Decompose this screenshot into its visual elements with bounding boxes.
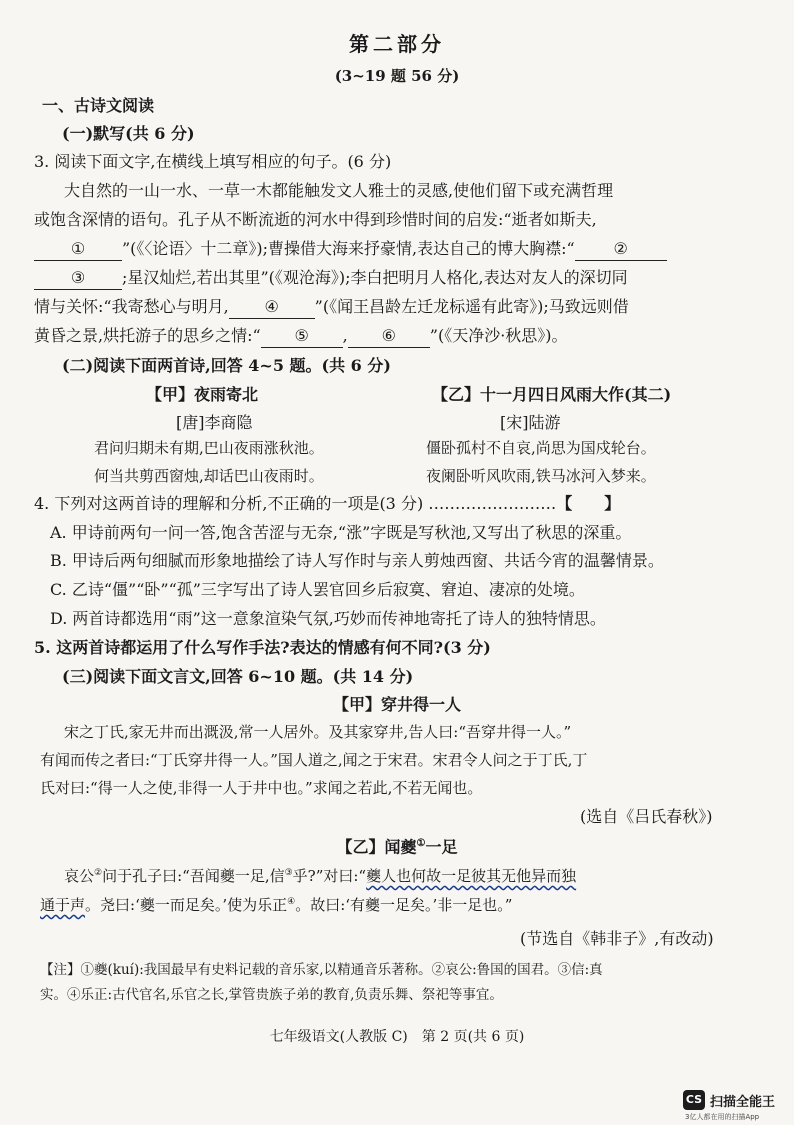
- q3-text-segment: ,: [342, 326, 348, 345]
- q4-answer-bracket[interactable]: 【 】: [556, 494, 621, 513]
- q3-paragraph-line5: [34, 296, 629, 319]
- q3-text-segment: 情与关怀:“我寄愁心与明月,: [34, 297, 229, 316]
- text-b-segment: 哀公: [64, 867, 95, 885]
- section-title: 一、古诗文阅读: [42, 96, 155, 115]
- poem-a-line2: 何当共剪西窗烛,却话巴山夜雨时。: [94, 467, 324, 485]
- q4-dots: ……………………: [428, 494, 557, 513]
- q3-paragraph-line1: 大自然的一山一水、一草一木都能触发文人雅士的灵感,使他们留下或充满哲理: [64, 181, 614, 200]
- text-b-segment: 。尧曰:‘夔一而足矣。’使为乐正: [85, 896, 288, 914]
- footnote-ref: ④: [287, 897, 296, 907]
- q4-option-d[interactable]: D. 两首诗都选用“雨”这一意象渲染气氛,巧妙而传神地寄托了诗人的独特情思。: [50, 609, 606, 628]
- q4-option-c[interactable]: C. 乙诗“僵”“卧”“孤”三字写出了诗人罢官回乡后寂寞、窘迫、凄凉的处境。: [50, 580, 585, 599]
- scanner-watermark: [683, 1090, 783, 1120]
- q3-text-segment: ;星汉灿烂,若出其里”(《观沧海》);李白把明月人格化,表达对友人的深切同: [122, 268, 628, 287]
- poem-b-title: 【乙】十一月四日风雨大作(其二): [432, 385, 672, 404]
- q3-stem: 3. 阅读下面文字,在横线上填写相应的句子。(6 分): [34, 152, 392, 171]
- text-b-source: (节选自《韩非子》,有改动): [520, 929, 714, 948]
- page-footer: 七年级语文(人教版 C) 第 2 页(共 6 页): [269, 1029, 525, 1045]
- part2-title: (二)阅读下面两首诗,回答 4~5 题。(共 6 分): [62, 356, 391, 375]
- q3-paragraph-line3: [34, 238, 667, 261]
- camscanner-name: 扫描全能王: [710, 1095, 776, 1110]
- q3-text-segment: ”(《天净沙·秋思》)。: [429, 326, 568, 345]
- text-b-segment: 问于孔子曰:“吾闻夔一足,信: [102, 867, 285, 885]
- q3-paragraph-line2: 或饱含深情的语句。孔子从不断流逝的河水中得到珍惜时间的启发:“逝者如斯夫,: [34, 210, 597, 229]
- poem-b-line1: 僵卧孤村不自哀,尚思为国戍轮台。: [426, 439, 656, 457]
- q5-stem: 5. 这两首诗都运用了什么写作手法?表达的情感有何不同?(3 分): [34, 638, 491, 657]
- footnote-ref: ②: [94, 868, 103, 878]
- q4-stem: 4. 下列对这两首诗的理解和分析,不正确的一项是(3 分): [34, 494, 424, 513]
- text-b-segment: 。故曰:‘有夔一足矣。’非一足也。”: [295, 896, 513, 914]
- q3-paragraph-line6: [34, 325, 568, 348]
- poem-b-line2: 夜阑卧听风吹雨,铁马冰河入梦来。: [426, 467, 656, 485]
- text-a-title: 【甲】穿井得一人: [332, 695, 461, 714]
- text-b-title-part: 一足: [425, 837, 458, 857]
- wavy-underlined-text: 通于声: [40, 896, 86, 914]
- poem-b-author: [宋]陆游: [500, 413, 561, 432]
- part3-title: (三)阅读下面文言文,回答 6~10 题。(共 14 分): [62, 667, 414, 686]
- wavy-underlined-text: 夔人也何故一足彼其无他异而独: [366, 867, 577, 885]
- blank-6[interactable]: ⑥: [348, 325, 430, 348]
- text-a-line1: 宋之丁氏,家无井而出溉汲,常一人居外。及其家穿井,告人曰:“吾穿井得一人。”: [64, 723, 572, 741]
- blank-4[interactable]: ④: [229, 296, 315, 319]
- poem-a-author: [唐]李商隐: [176, 413, 253, 432]
- footnote-ref: ③: [284, 868, 293, 878]
- text-b-line2: [40, 891, 512, 916]
- q4-stem-line: [34, 493, 620, 515]
- text-a-line3: 氏对曰:“得一人之使,非得一人于井中也。”求闻之若此,不若无闻也。: [40, 779, 483, 797]
- text-b-title-part: 【乙】闻夔: [336, 837, 417, 857]
- q4-option-b[interactable]: B. 甲诗后两句细腻而形象地描绘了诗人写作时与亲人剪烛西窗、共话今宵的温馨情景。: [50, 551, 664, 570]
- poem-a-line1: 君问归期未有期,巴山夜雨涨秋池。: [94, 439, 324, 457]
- annotation-line2: 实。④乐正:古代官名,乐官之长,掌管贵族子弟的教育,负责乐舞、祭祀等事宜。: [40, 987, 503, 1003]
- text-a-source: (选自《吕氏春秋》): [580, 807, 713, 826]
- blank-2[interactable]: ②: [575, 238, 667, 261]
- q3-text-segment: 黄昏之景,烘托游子的思乡之情:“: [34, 326, 261, 345]
- blank-3[interactable]: ③: [34, 267, 122, 290]
- camscanner-logo-icon: CS: [683, 1090, 705, 1110]
- camscanner-tagline: 3亿人都在用的扫描App: [685, 1113, 760, 1121]
- part1-title: (一)默写(共 6 分): [62, 124, 195, 143]
- blank-5[interactable]: ⑤: [261, 325, 343, 348]
- footnote-ref: ①: [416, 838, 426, 849]
- q3-paragraph-line4: [34, 267, 628, 290]
- poem-a-title: 【甲】夜雨寄北: [146, 385, 259, 404]
- annotation-line1: 【注】①夔(kuí):我国最早有史料记载的音乐家,以精通音乐著称。②哀公:鲁国的国君。③信:真: [40, 962, 603, 978]
- page-title: 第二部分: [349, 32, 445, 56]
- q4-option-a[interactable]: A. 甲诗前两句一问一答,饱含苦涩与无奈,“涨”字既是写秋池,又写出了秋思的深重。: [50, 523, 632, 542]
- page-subtitle: (3~19 题 56 分): [334, 67, 460, 85]
- text-b-title: [0, 833, 794, 858]
- text-b-segment: 乎?”对曰:“: [292, 867, 367, 885]
- text-a-line2: 有闻而传之者曰:“丁氏穿井得一人。”国人道之,闻之于宋君。宋君令人问之于丁氏,丁: [40, 751, 588, 769]
- blank-1[interactable]: ①: [34, 238, 122, 261]
- text-b-line1: [64, 862, 576, 887]
- q3-text-segment: ”(《〈论语〉十二章》);曹操借大海来抒豪情,表达自己的博大胸襟:“: [122, 239, 575, 258]
- q3-text-segment: ”(《闻王昌龄左迁龙标遥有此寄》);马致远则借: [314, 297, 629, 316]
